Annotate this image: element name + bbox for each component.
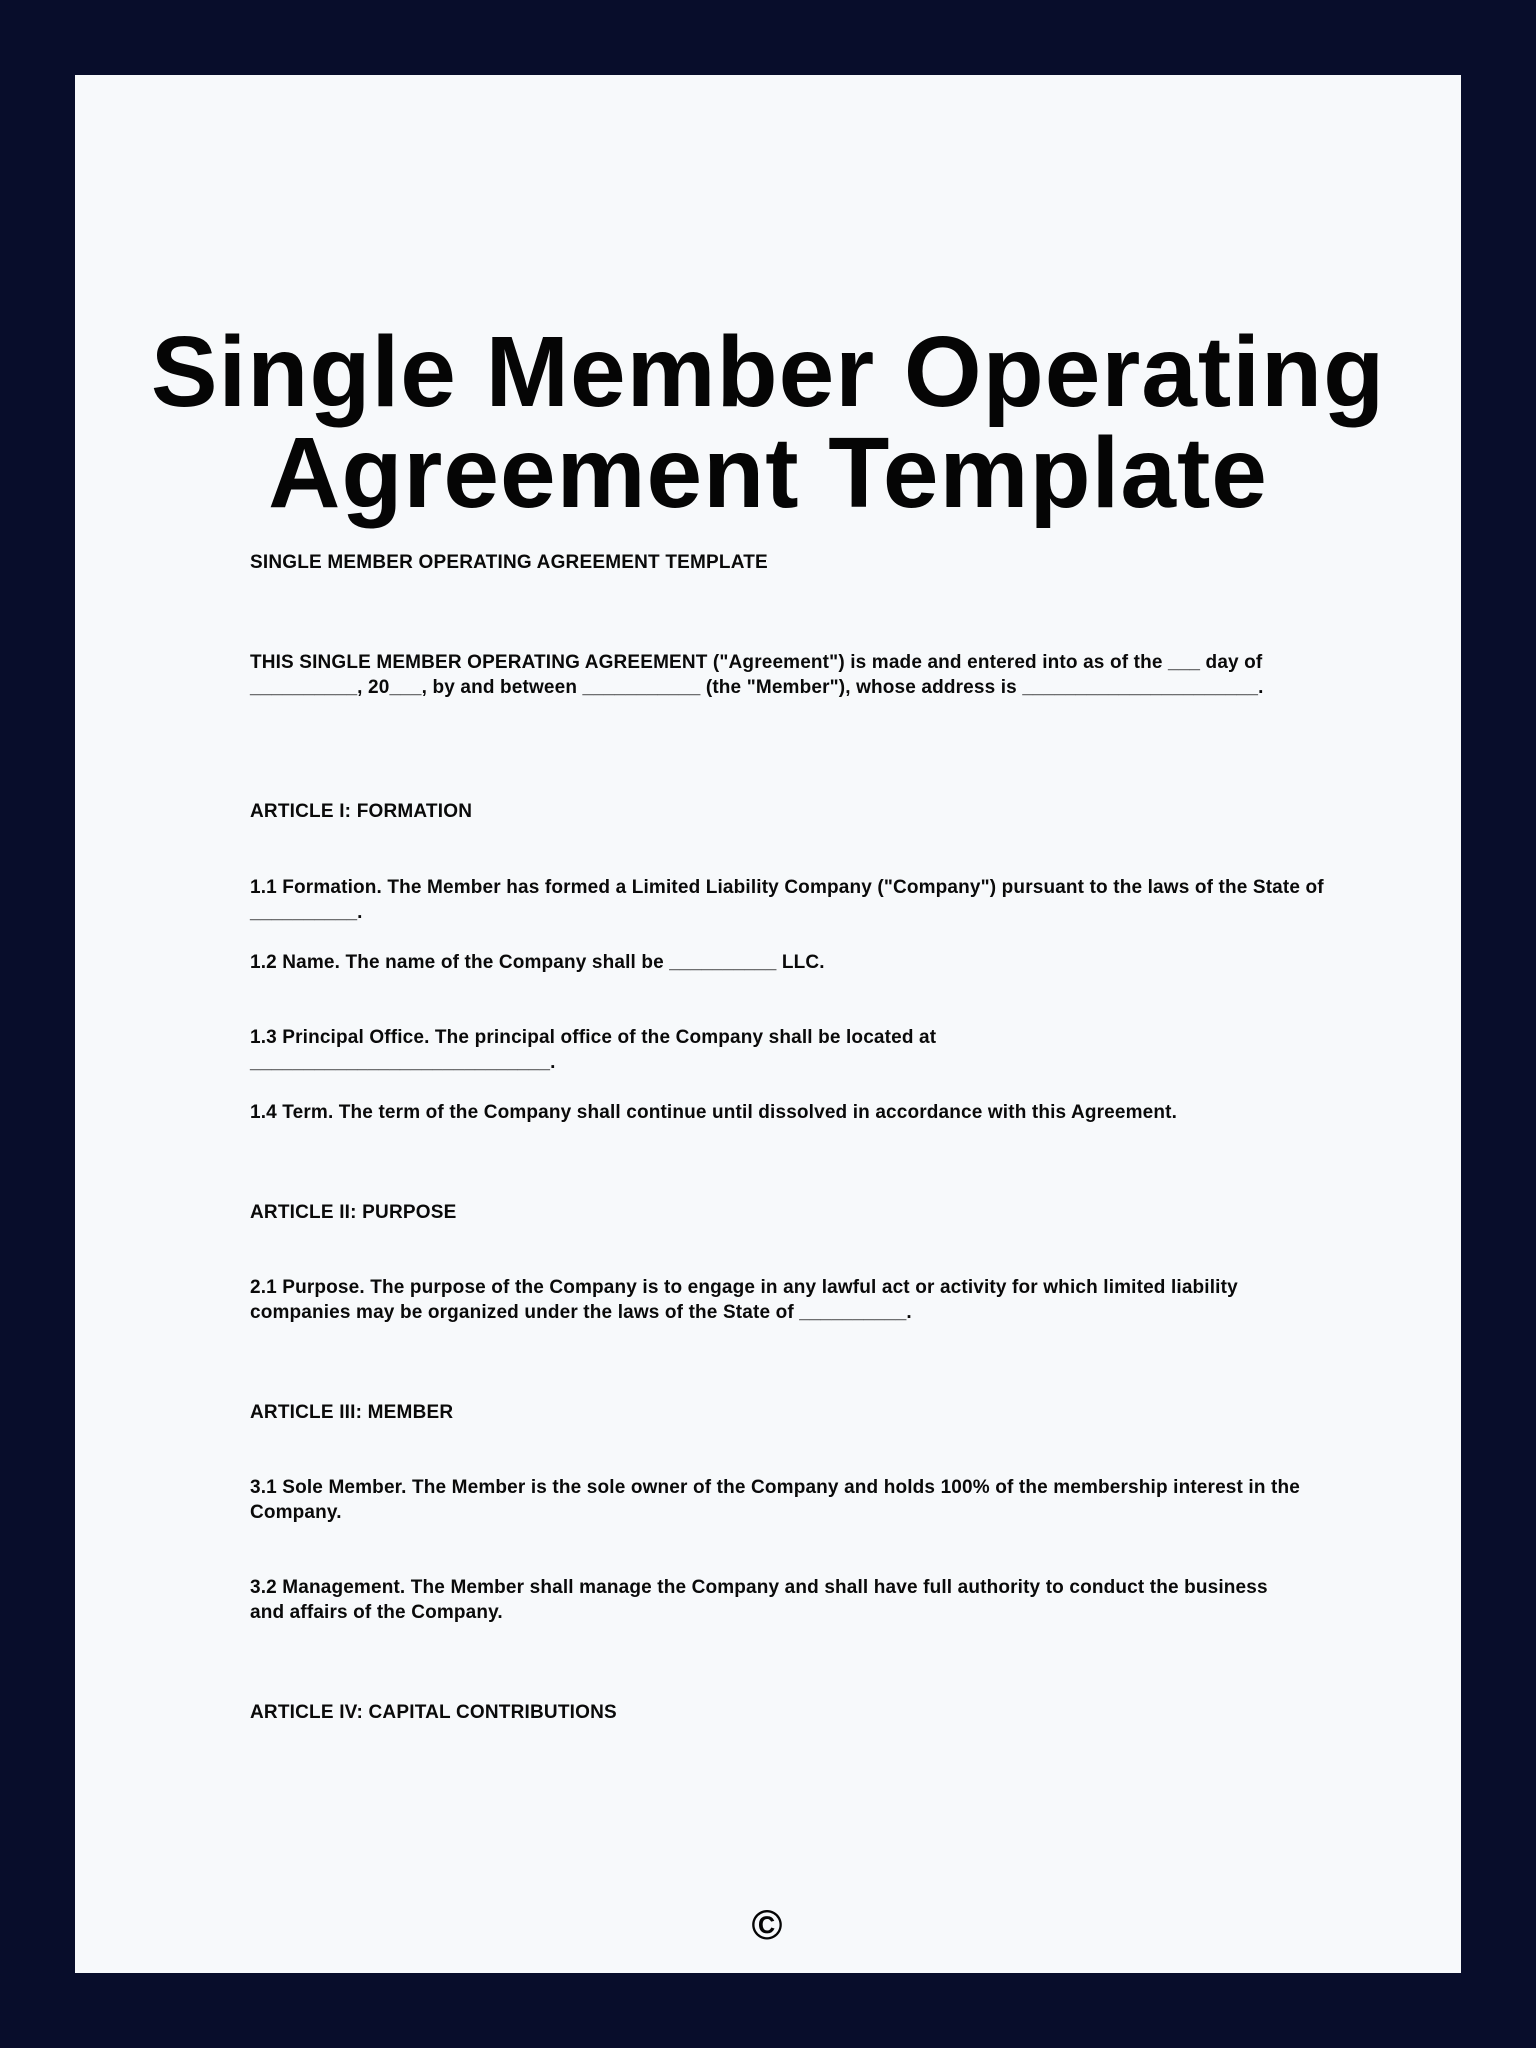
article-1-heading: ARTICLE I: FORMATION — [250, 801, 473, 822]
section-1-4: 1.4 Term. The term of the Company shall continue until dissolved in accordance with this Agreement. — [250, 1102, 1178, 1123]
section-1-1: 1.1 Formation. The Member has formed a Limited Liability Company ("Company") pursuant to the laws of the State of __________. — [250, 877, 1330, 923]
page-title — [75, 316, 1461, 529]
title-line-2: Agreement Template — [268, 417, 1268, 529]
section-2-1: 2.1 Purpose. The purpose of the Company is to engage in any lawful act or activity for which limited liability companies may be organized under the laws of the State of __________. — [250, 1277, 1244, 1323]
intro-paragraph: THIS SINGLE MEMBER OPERATING AGREEMENT ("Agreement") is made and entered into as of the ___ day of __________, 20___, by and between ___________ (the "Member"), whose address is ______________________. — [250, 652, 1268, 698]
article-3-heading: ARTICLE III: MEMBER — [250, 1402, 454, 1423]
title-line-1: Single Member Operating — [150, 316, 1386, 428]
section-3-1: 3.1 Sole Member. The Member is the sole owner of the Company and holds 100% of the membership interest in the Company. — [250, 1477, 1306, 1523]
section-1-2: 1.2 Name. The name of the Company shall be __________ LLC. — [250, 952, 825, 973]
document-page — [75, 75, 1461, 1973]
doc-heading: SINGLE MEMBER OPERATING AGREEMENT TEMPLATE — [250, 552, 768, 573]
copyright-icon: © — [751, 1901, 783, 1948]
section-3-2: 3.2 Management. The Member shall manage the Company and shall have full authority to conduct the business and affairs of the Company. — [250, 1577, 1274, 1623]
section-1-3: 1.3 Principal Office. The principal office of the Company shall be located at ____________________________. — [250, 1027, 942, 1073]
article-2-heading: ARTICLE II: PURPOSE — [250, 1202, 457, 1223]
article-4-heading: ARTICLE IV: CAPITAL CONTRIBUTIONS — [250, 1702, 617, 1723]
